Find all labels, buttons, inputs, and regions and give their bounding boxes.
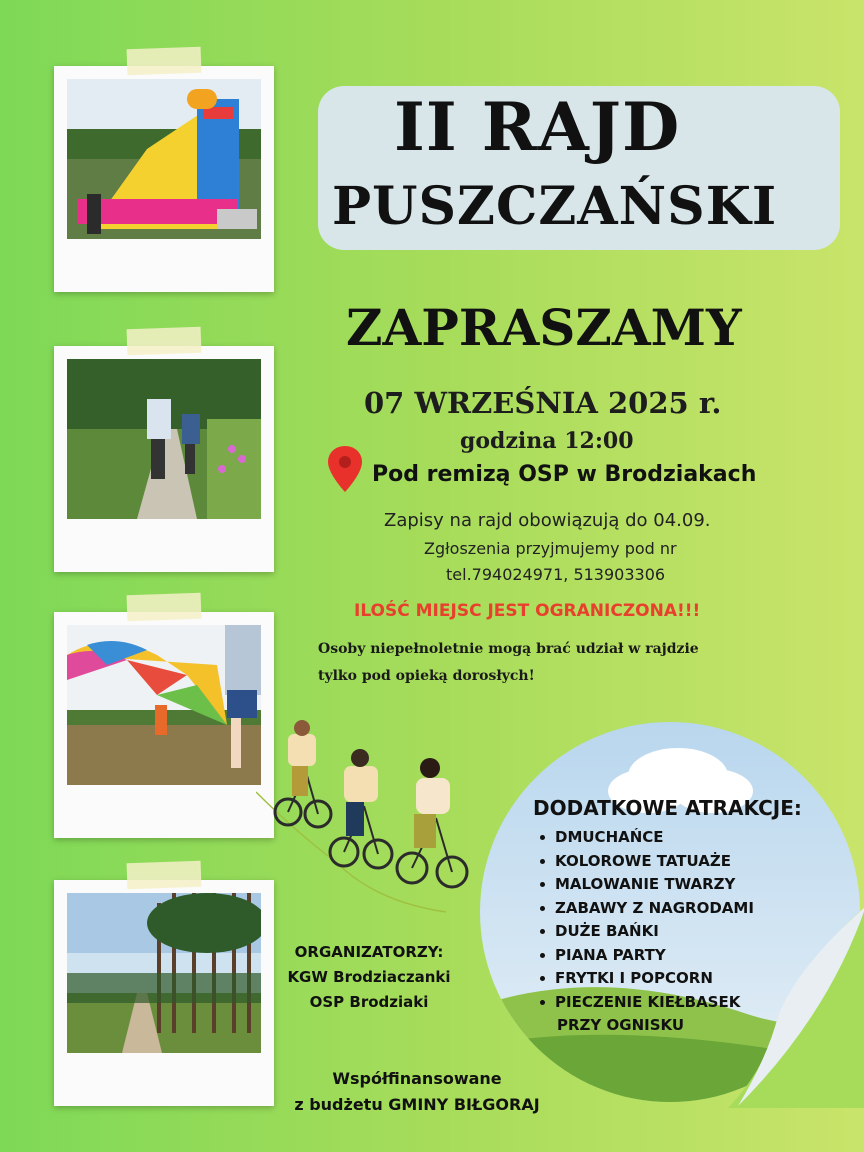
event-hour: godzina 12:00 (460, 428, 634, 454)
attractions-heading: DODATKOWE ATRAKCJE: (533, 796, 802, 820)
tape (127, 861, 202, 890)
photo-cyclists (54, 346, 274, 572)
invite-heading: ZAPRASZAMY (346, 298, 742, 357)
bouncy-castle-image (67, 79, 261, 239)
list-item: DUŻE BAŃKI (540, 920, 754, 944)
list-item: FRYTKI I POPCORN (540, 967, 754, 991)
event-title-line2: PUSZCZAŃSKI (332, 176, 778, 237)
attractions-list (540, 826, 754, 1014)
organizers-heading: ORGANIZATORZY: (294, 943, 444, 961)
minors-note-line2: tylko pod opieką dorosłych! (318, 668, 535, 684)
tape (127, 593, 202, 622)
list-item: PIECZENIE KIEŁBASEK (540, 991, 754, 1015)
event-title-line1: II RAJD (394, 88, 681, 166)
registration-info: Zgłoszenia przyjmujemy pod nr (424, 539, 677, 558)
tape (127, 47, 202, 76)
minors-note-line1: Osoby niepełnoletnie mogą brać udział w rajdzie (318, 641, 699, 657)
organizer-kgw: KGW Brodziaczanki (287, 968, 451, 986)
event-place: Pod remizą OSP w Brodziakach (372, 462, 757, 487)
registration-deadline: Zapisy na rajd obowiązują do 04.09. (384, 510, 711, 531)
funding-note (290, 1066, 544, 1118)
list-item: PIANA PARTY (540, 944, 754, 968)
forest-road-image (67, 893, 261, 1053)
organizers (284, 940, 454, 1015)
attractions-last-item-cont: PRZY OGNISKU (557, 1016, 685, 1034)
limited-places-warning: ILOŚĆ MIEJSC JEST OGRANICZONA!!! (354, 601, 701, 621)
cyclists-illustration (256, 712, 478, 922)
map-pin-icon (328, 446, 362, 492)
registration-phones: tel.794024971, 513903306 (446, 565, 666, 584)
parachute-game-image (67, 625, 261, 785)
list-item: DMUCHAŃCE (540, 826, 754, 850)
photo-parachute (54, 612, 274, 838)
photo-forest-road (54, 880, 274, 1106)
list-item: MALOWANIE TWARZY (540, 873, 754, 897)
organizer-osp: OSP Brodziaki (309, 993, 429, 1011)
photo-bouncy-castle (54, 66, 274, 292)
tape (127, 327, 202, 356)
funding-line2: z budżetu GMINY BIŁGORAJ (294, 1095, 540, 1114)
list-item: KOLOROWE TATUAŻE (540, 850, 754, 874)
list-item: ZABAWY Z NAGRODAMI (540, 897, 754, 921)
cyclists-image (67, 359, 261, 519)
funding-line1: Współfinansowane (332, 1069, 502, 1088)
event-date: 07 WRZEŚNIA 2025 r. (364, 386, 722, 420)
